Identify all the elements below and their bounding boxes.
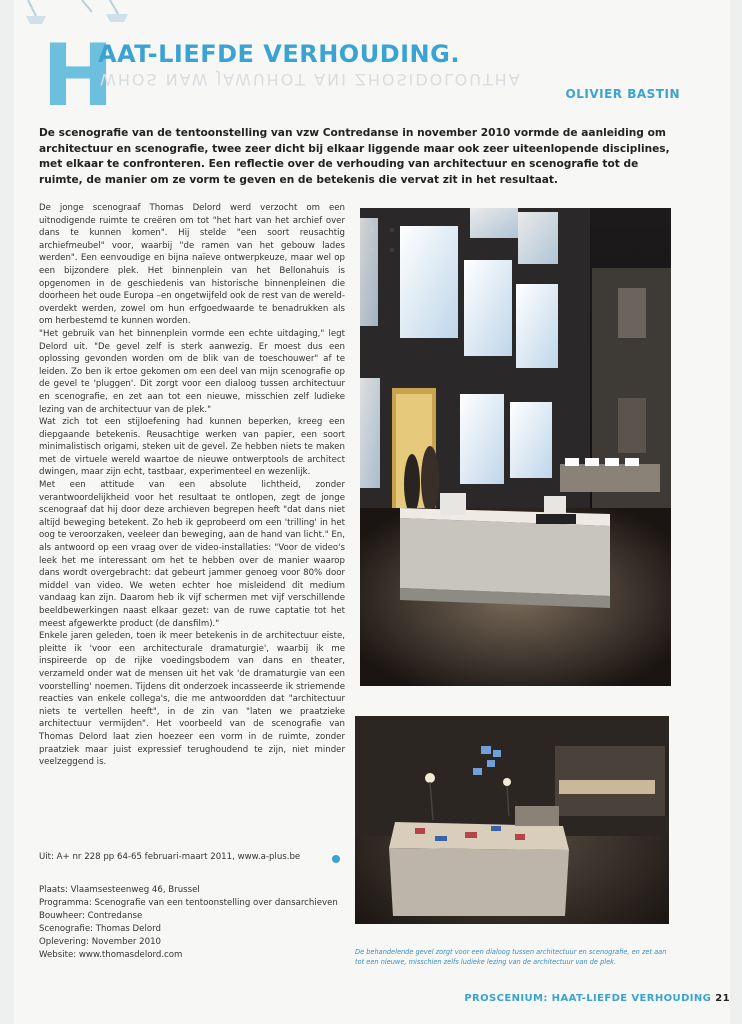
photo-caption: De behandelende gevel zorgt voor een dialoog tussen architectuur en scenografie, en zet aan tot een nieuwe, misschien zelfs ludieke lezing van de architectuur van de plek. bbox=[355, 948, 667, 966]
credit-line: Programma: Scenografie van een tentoonstelling over dansarchieven bbox=[39, 898, 338, 908]
body-paragraph: De jonge scenograaf Thomas Delord werd verzocht om een uitnodigende ruimte te creëren om tot "het hart van het archief over dans te kunnen komen". Hij stelde "een soort reusachtig archiefmeubel" voor, waarbij "de ramen van het gebouw lades werden". Een eenvoudige en bijna naïeve ontwerpkeuze, maar wel op een bijzondere plek. Het binnenplein van het Bellonahuis is opgenomen in de geschiedenis van historische binnenpleinen die doorheen het oude Europa –en ongetwijfeld ook de rest van de wereld- overdekt werden, zowel om hun erfgoedwaarde te benadrukken als om herbestemd te kunnen worden. bbox=[39, 203, 345, 327]
photo-facade-installation bbox=[360, 208, 671, 686]
body-paragraph: Met een attitude van een absolute lichtheid, zonder verantwoordelijkheid voor het resultaat te ontlopen, zegt de jonge scenograaf dat hij door deze archieven begrepen heeft "dat dans niet altijd beweging betekent. Zo heb ik geprobeerd om een 'trilling' in het oog te veroorzaken, veeleer dan beweging, aan de hand van licht." En, als antwoord op een vraag over de video-installaties: "Voor de video's leek het me interessant om het te hebben over de manier waarop dans wordt overgebracht: dat gebeurt jammer genoeg voor 80% door middel van video. We weten echter hoe misleidend dit medium vandaag kan zijn. Daarom heb ik vijf schermen met vijf verschillende beeldbewerkingen naast elkaar gezet: van de ruwe captatie tot het meest afgewerkte product (de dansfilm)." bbox=[39, 480, 345, 629]
article-body bbox=[39, 202, 345, 769]
photo-archive-table bbox=[355, 716, 669, 924]
author-name: OLIVIER BASTIN bbox=[565, 87, 680, 101]
body-paragraph: Wat zich tot een stijloefening had kunnen beperken, kreeg een diepgaande betekenis. Reusachtige werken van papier, een soort minimalistisch origami, steken uit de gevel. Ze hebben niets te maken met de virtuele wereld waartoe de nieuwe ontwerptools de architect dwingen, maar zijn echt, tastbaar, experimenteel en wezenlijk. bbox=[39, 417, 345, 478]
credit-line: Oplevering: November 2010 bbox=[39, 937, 162, 947]
lamp-decoration-icon bbox=[22, 0, 132, 26]
credit-line: Bouwheer: Contredanse bbox=[39, 911, 143, 921]
page-number: 21 bbox=[715, 993, 730, 1004]
credit-line: Website: www.thomasdelord.com bbox=[39, 950, 183, 960]
mirrored-background-text: WHOS NAW JAWUHOT ANI ZHOSIDOLOUTHA bbox=[100, 70, 522, 89]
source-line: Uit: A+ nr 228 pp 64-65 februari-maart 2011, www.a-plus.be bbox=[39, 852, 301, 862]
title-dropcap: H bbox=[42, 26, 114, 126]
credit-line: Plaats: Vlaamsesteenweg 46, Brussel bbox=[39, 885, 200, 895]
page-footer bbox=[464, 993, 730, 1004]
project-credits bbox=[39, 884, 349, 962]
bullet-dot-icon bbox=[332, 855, 340, 863]
credit-line: Scenografie: Thomas Delord bbox=[39, 924, 161, 934]
body-paragraph: "Het gebruik van het binnenplein vormde een echte uitdaging," legt Delord uit. "De gevel zelf is sterk aanwezig. Er moest dus een oplossing gevonden worden om de blik van de toeschouwer" af te leiden. Zo ben ik ertoe gekomen om een deel van mijn scenografie op de gevel te 'pluggen'. Dit zorgt voor een dialoog tussen architectuur en scenografie, en zet aan tot een nieuwe, misschien zelf ludieke lezing van de architectuur van de plek." bbox=[39, 328, 345, 415]
body-paragraph: Enkele jaren geleden, toen ik meer betekenis in de architectuur eiste, pleitte ik 'voor een architecturale dramaturgie', waarbij ik me inspireerde op de rijke voedingsbodem van dans en theater, verzameld onder wat de mensen uit het vak 'de dramaturgie van een voorstelling' noemen. Tijdens dit onderzoek incasseerde ik striemende reacties van enkele collega's, die me antwoordden dat "architectuur niets te vertellen heeft", in de zin van "laten we praatzieke architectuur vermijden". Het voorbeeld van de scenografie van Thomas Delord laat zien hoezeer een vorm in de ruimte, zonder praatziek maar juist expressief terughoudend te zijn, niet minder veelzeggend is. bbox=[39, 631, 345, 768]
footer-label: PROSCENIUM: HAAT-LIEFDE VERHOUDING bbox=[464, 993, 712, 1004]
article-title: AAT-LIEFDE VERHOUDING. bbox=[98, 40, 460, 68]
intro-paragraph: De scenografie van de tentoonstelling van vzw Contredanse in november 2010 vormde de aanleiding om architectuur en scenografie, twee zeer dicht bij elkaar liggende maar ook zeer uiteenlopende disciplines, met elkaar te confronteren. Een reflectie over de verhouding van architectuur en scenografie tot de ruimte, de manier om ze vorm te geven en de betekenis die vervat zit in het resultaat. bbox=[39, 127, 670, 186]
